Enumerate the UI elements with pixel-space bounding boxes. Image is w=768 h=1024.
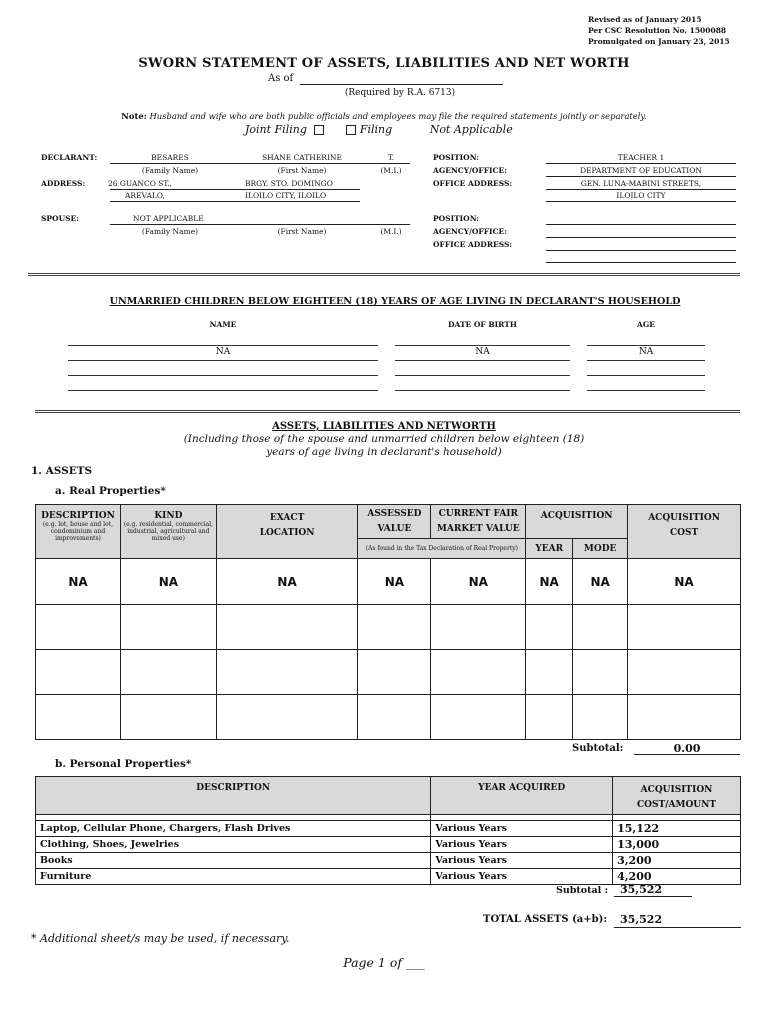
mi-caption: (M.I.) — [380, 166, 402, 175]
col-location-2: LOCATION — [259, 528, 315, 538]
address-line1 — [110, 189, 360, 190]
col-acq-cost — [628, 505, 741, 559]
table-row — [36, 837, 741, 853]
cell-na: NA — [573, 559, 628, 605]
promulgated-text: Promulgated on January 23, 2015 — [588, 37, 730, 46]
col-fair-value — [431, 505, 526, 539]
required-by: (Required by R.A. 6713) — [344, 88, 456, 98]
separate-filing-checkbox[interactable] — [346, 125, 356, 135]
footnote: * Additional sheet/s may be used, if necessary. — [31, 932, 290, 945]
pp-year: Various Years — [431, 853, 613, 869]
form-title: SWORN STATEMENT OF ASSETS, LIABILITIES AND NET WORTH — [138, 56, 630, 71]
children-title: UNMARRIED CHILDREN BELOW EIGHTEEN (18) YEARS OF AGE LIVING IN DECLARANT'S HOUSEHOLD — [109, 296, 681, 307]
spouse-first-caption: (First Name) — [277, 227, 327, 236]
pp-col-year: YEAR ACQUIRED — [431, 777, 613, 815]
note — [0, 111, 768, 121]
personal-subtotal-line — [614, 896, 692, 897]
pp-desc: Clothing, Shoes, Jewelries — [36, 837, 431, 853]
col-assessed — [358, 505, 431, 539]
address-line1a: 26 GUANCO ST., — [108, 179, 173, 188]
real-subtotal-label: Subtotal: — [572, 743, 624, 754]
spouse-label: SPOUSE: — [41, 214, 80, 223]
spouse-office-field-1[interactable] — [546, 250, 736, 251]
position-value: TEACHER 1 — [617, 153, 665, 162]
children-line — [68, 345, 378, 346]
col-cost-2: COST — [669, 528, 699, 538]
personal-subtotal-value: 35,522 — [620, 883, 663, 896]
col-kind-title: KIND — [154, 511, 183, 521]
children-col-name: NAME — [209, 320, 237, 329]
address-line2b: ILOILO CITY, ILOILO — [245, 191, 327, 200]
children-line — [68, 375, 378, 376]
revised-text: Revised as of January 2015 — [588, 15, 702, 24]
table-row — [36, 695, 741, 740]
children-line — [395, 345, 570, 346]
declarant-first-name: SHANE CATHERINE — [262, 153, 342, 162]
cell-na: NA — [216, 559, 358, 605]
office-line2 — [546, 201, 736, 202]
not-applicable-label: Not Applicable — [429, 123, 513, 136]
family-name-caption: (Family Name) — [141, 166, 199, 175]
separate-filing-label: Filing — [359, 123, 393, 136]
first-name-caption: (First Name) — [277, 166, 327, 175]
col-cost-1: ACQUISITION — [648, 513, 720, 523]
cell-na: NA — [526, 559, 573, 605]
aln-subtitle-1: (Including those of the spouse and unmarried children below eighteen (18) — [183, 433, 585, 445]
children-line — [68, 390, 378, 391]
spouse-office-label: OFFICE ADDRESS: — [433, 240, 513, 249]
personal-properties-table — [35, 776, 741, 885]
pp-desc: Laptop, Cellular Phone, Chargers, Flash Drives — [36, 821, 431, 837]
as-of-label: As of — [268, 73, 294, 84]
agency-value: DEPARTMENT OF EDUCATION — [580, 166, 702, 175]
child-name: NA — [215, 347, 231, 357]
table-row — [36, 559, 741, 605]
col-fair-note: (As found in the Tax Declaration of Real Property) — [358, 539, 526, 559]
col-description-note: (e.g. lot, house and lot, condominium and improvements) — [42, 521, 114, 542]
pp-cost: 3,200 — [613, 853, 741, 869]
cell-na: NA — [628, 559, 741, 605]
spouse-mi-caption: (M.I.) — [380, 227, 402, 236]
joint-filing-label: Joint Filing — [245, 123, 307, 136]
cell-na: NA — [358, 559, 431, 605]
spouse-office-field-2[interactable] — [546, 262, 736, 263]
declarant-family-name: BESARES — [151, 153, 189, 162]
spouse-agency-field[interactable] — [546, 237, 736, 238]
office-address-line1: GEN. LUNA-MABINI STREETS, — [580, 179, 702, 188]
aln-title: ASSETS, LIABILITIES AND NETWORTH — [272, 421, 496, 432]
children-line — [395, 375, 570, 376]
office-address-line2: ILOILO CITY — [616, 191, 666, 200]
note-text: Husband and wife who are both public officials and employees may file the required statements jointly or separately. — [149, 111, 647, 121]
real-properties-heading: a. Real Properties* — [55, 485, 166, 497]
table-row — [36, 821, 741, 837]
agency-label: AGENCY/OFFICE: — [433, 166, 508, 175]
pp-cost: 15,122 — [613, 821, 741, 837]
declarant-mi: T. — [387, 153, 395, 162]
revision-info — [588, 14, 730, 47]
assets-heading: 1. ASSETS — [31, 465, 93, 477]
spouse-position-label: POSITION: — [433, 214, 480, 223]
address-line2a: AREVALO, — [125, 191, 165, 200]
col-fair-1: CURRENT FAIR — [438, 508, 519, 519]
children-line — [587, 360, 705, 361]
real-subtotal-line — [634, 754, 740, 755]
children-col-dob: DATE OF BIRTH — [448, 320, 517, 329]
address-line2 — [110, 201, 360, 202]
pp-cost: 4,200 — [613, 869, 741, 885]
table-row — [36, 605, 741, 650]
declarant-name-line — [110, 163, 410, 164]
filing-options — [245, 123, 513, 136]
spouse-value: NOT APPLICABLE — [133, 214, 204, 223]
pp-year: Various Years — [431, 837, 613, 853]
declarant-label: DECLARANT: — [41, 153, 98, 162]
section-divider-1 — [28, 273, 740, 276]
col-fair-2: MARKET VALUE — [436, 523, 520, 534]
total-assets-value: 35,522 — [620, 913, 663, 926]
pp-col-cost-1: ACQUISITION — [640, 785, 713, 795]
pp-year: Various Years — [431, 869, 613, 885]
office-line1 — [546, 189, 736, 190]
col-assessed-1: ASSESSED — [367, 508, 422, 519]
col-description-title: DESCRIPTION — [41, 511, 115, 521]
cell-na: NA — [36, 559, 121, 605]
col-kind — [120, 505, 216, 559]
spouse-agency-label: AGENCY/OFFICE: — [433, 227, 508, 236]
cell-na: NA — [431, 559, 526, 605]
personal-subtotal-label: Subtotal : — [556, 885, 609, 896]
pp-col-cost-2: COST/AMOUNT — [637, 800, 717, 810]
total-assets-line — [614, 927, 741, 928]
cell-na: NA — [120, 559, 216, 605]
pp-col-cost — [613, 777, 741, 815]
table-row — [36, 650, 741, 695]
child-age: NA — [638, 347, 654, 357]
spouse-family-caption: (Family Name) — [141, 227, 199, 236]
spouse-name-line — [110, 224, 410, 225]
child-dob: NA — [475, 347, 490, 357]
position-label: POSITION: — [433, 153, 480, 162]
col-acquisition: ACQUISITION — [526, 505, 628, 539]
pp-desc: Books — [36, 853, 431, 869]
address-line1b: BRGY. STO. DOMINGO — [245, 179, 333, 188]
col-mode: MODE — [573, 539, 628, 559]
table-row — [36, 853, 741, 869]
as-of-field[interactable] — [300, 84, 503, 85]
children-line — [395, 360, 570, 361]
note-label: Note: — [121, 111, 147, 121]
page-number: Page 1 of ___ — [343, 955, 425, 970]
col-location-1: EXACT — [269, 513, 305, 523]
real-properties-table — [35, 504, 741, 740]
total-assets-label: TOTAL ASSETS (a+b): — [483, 914, 608, 925]
office-address-label: OFFICE ADDRESS: — [433, 179, 513, 188]
pp-desc: Furniture — [36, 869, 431, 885]
col-assessed-2: VALUE — [377, 523, 412, 534]
children-line — [587, 375, 705, 376]
children-line — [587, 345, 705, 346]
children-col-age: AGE — [637, 320, 655, 329]
col-year: YEAR — [526, 539, 573, 559]
col-location — [216, 505, 358, 559]
children-line — [587, 390, 705, 391]
address-label: ADDRESS: — [41, 179, 86, 188]
section-divider-2 — [35, 410, 740, 413]
personal-properties-heading: b. Personal Properties* — [55, 758, 192, 770]
aln-subtitle-2: years of age living in declarant's household) — [266, 446, 502, 458]
real-subtotal-value: 0.00 — [673, 742, 701, 755]
children-line — [68, 360, 378, 361]
position-line — [546, 163, 736, 164]
pp-cost: 13,000 — [613, 837, 741, 853]
col-kind-note: (e.g. residential, commercial, industrial, agricultural and mixed use) — [123, 521, 213, 542]
resolution-text: Per CSC Resolution No. 1500088 — [588, 26, 727, 35]
pp-year: Various Years — [431, 821, 613, 837]
col-description — [36, 505, 121, 559]
pp-col-description: DESCRIPTION — [36, 777, 431, 815]
joint-filing-checkbox[interactable] — [314, 125, 324, 135]
spouse-position-field[interactable] — [546, 224, 736, 225]
children-line — [395, 390, 570, 391]
agency-line — [546, 176, 736, 177]
